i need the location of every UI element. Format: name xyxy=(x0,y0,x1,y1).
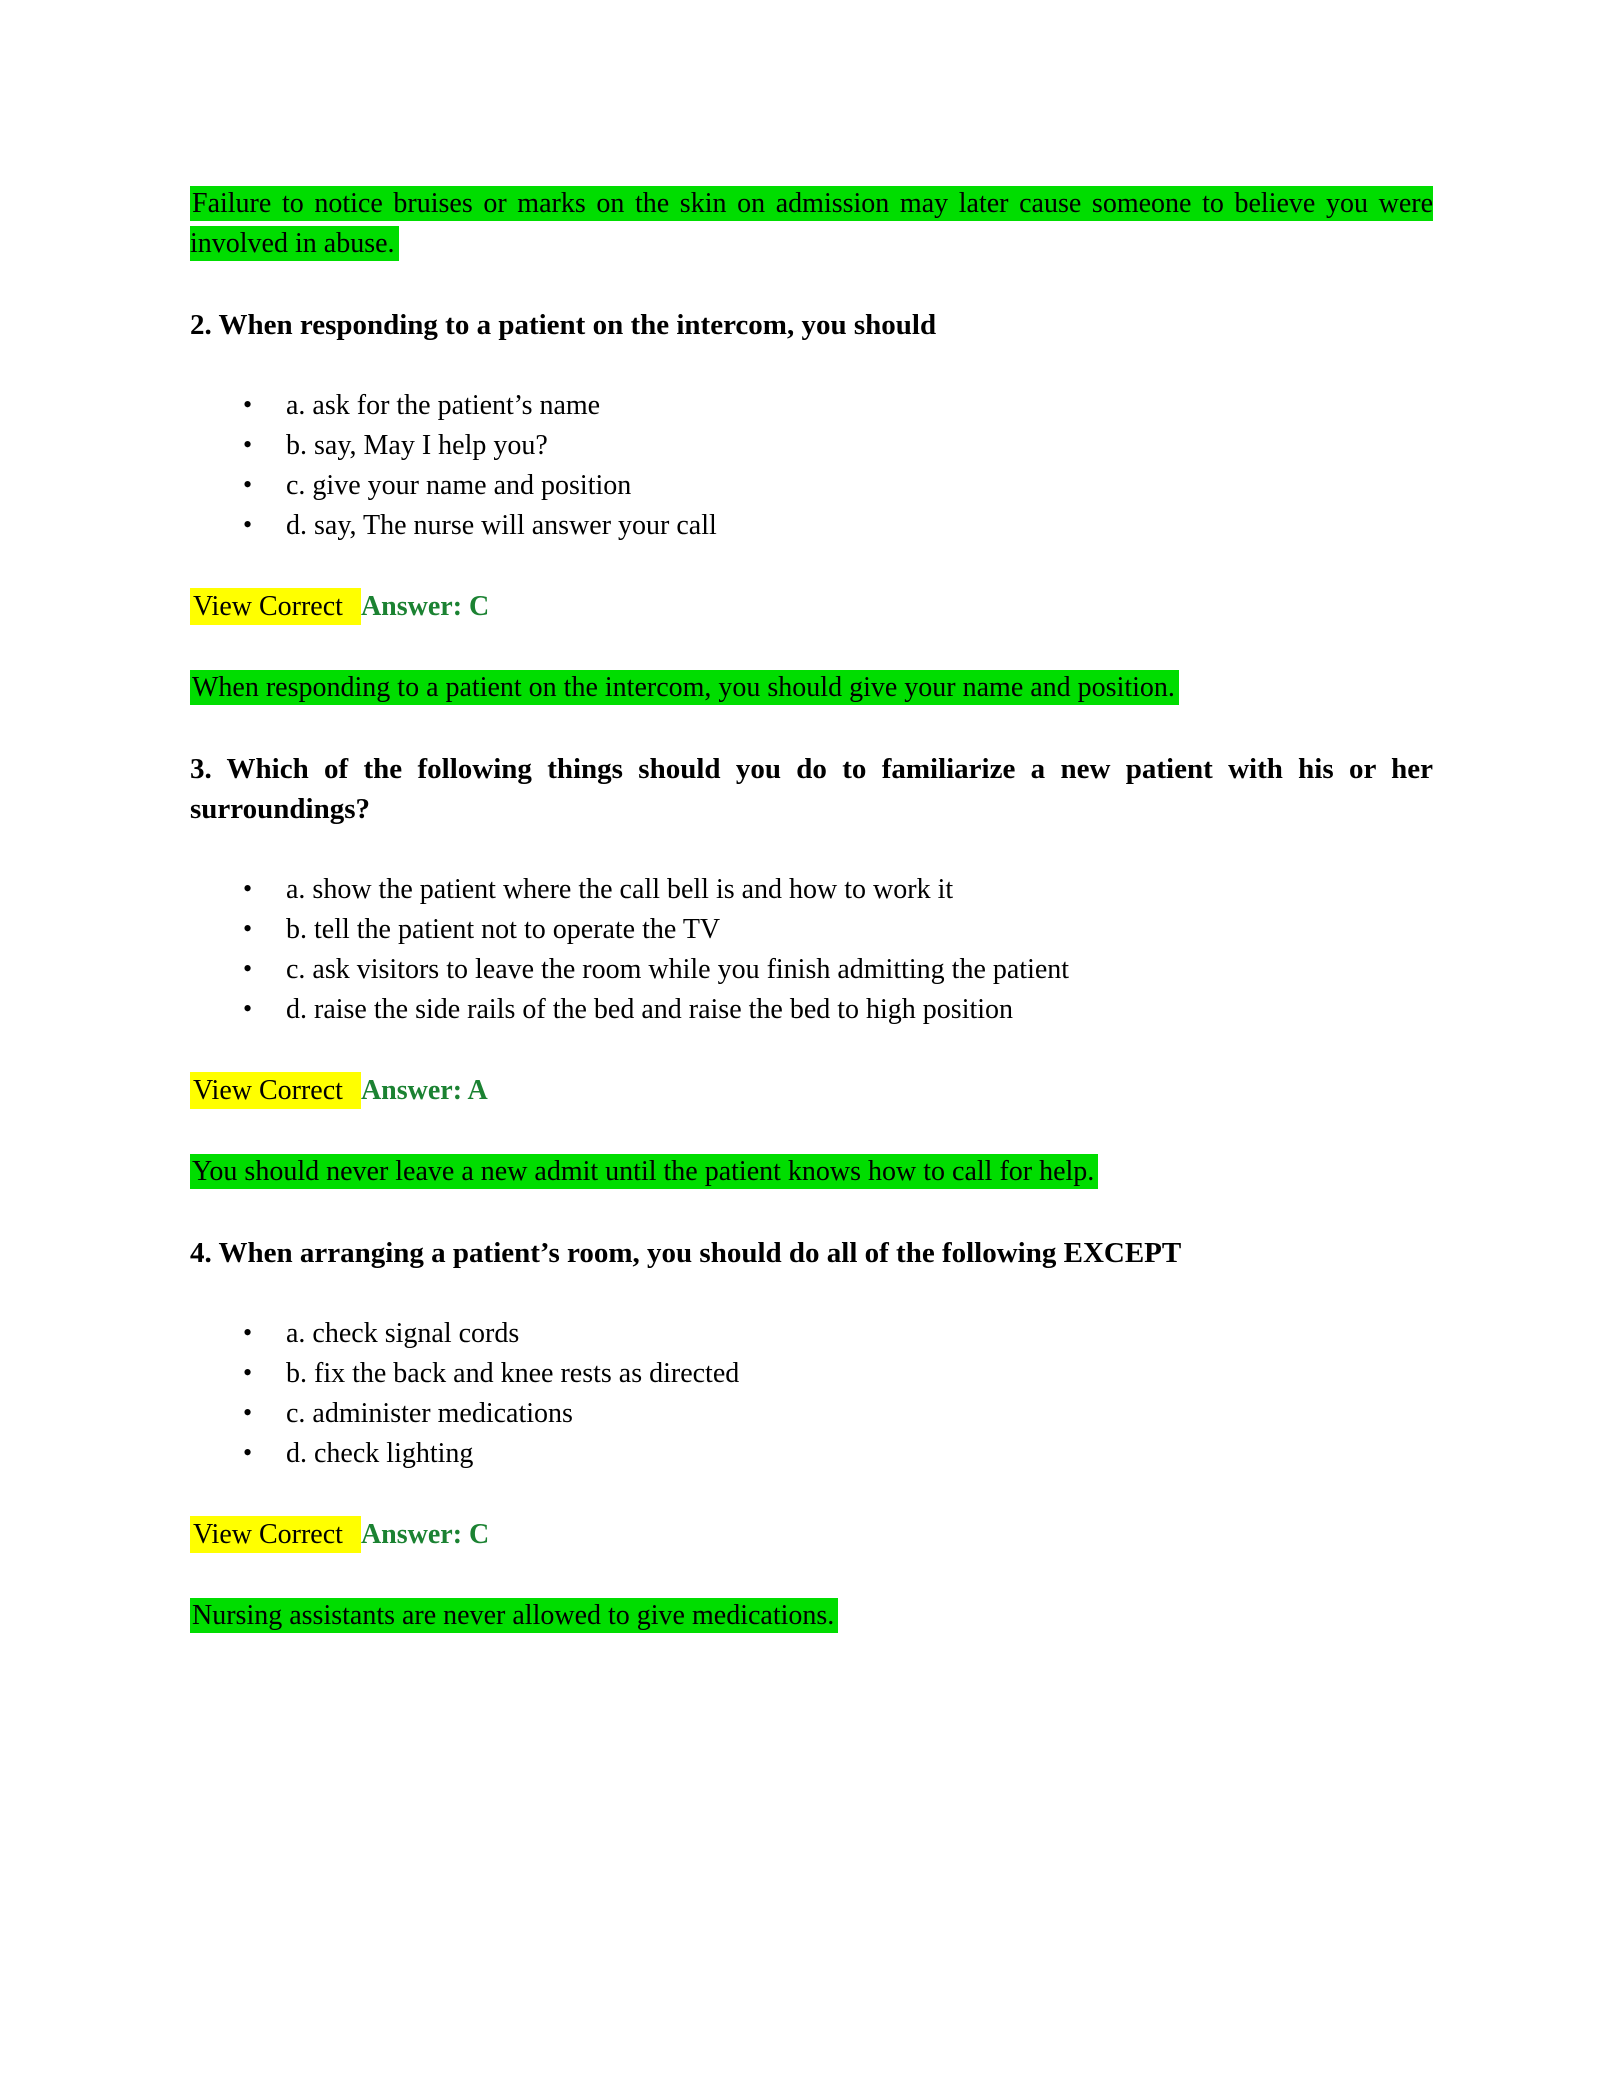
option-text: d. say, The nurse will answer your call xyxy=(286,510,717,541)
option-item xyxy=(243,1434,1433,1474)
options-list xyxy=(190,386,1433,546)
option-item xyxy=(243,1314,1433,1354)
explanation xyxy=(190,1596,1433,1636)
bullet-icon: • xyxy=(243,470,253,499)
bullet-icon: • xyxy=(243,874,253,903)
answer-label: Answer: C xyxy=(360,1519,490,1550)
bullet-icon: • xyxy=(243,1438,253,1467)
view-correct-button[interactable]: View Correct xyxy=(190,1516,361,1553)
bullet-icon: • xyxy=(243,510,253,539)
explanation-text: When responding to a patient on the intercom, you should give your name and position. xyxy=(190,670,1179,705)
explanation-text: Nursing assistants are never allowed to give medications. xyxy=(190,1598,838,1633)
view-correct-button[interactable]: View Correct xyxy=(190,588,361,625)
explanation xyxy=(190,1152,1433,1192)
option-item xyxy=(243,870,1433,910)
question-block xyxy=(190,1233,1433,1636)
bullet-icon: • xyxy=(243,430,253,459)
view-correct-line xyxy=(190,1071,1433,1111)
question-heading: 2. When responding to a patient on the intercom, you should xyxy=(190,309,937,341)
view-correct-line xyxy=(190,587,1433,627)
bullet-icon: • xyxy=(243,1358,253,1387)
explanation xyxy=(190,668,1433,708)
view-correct-button[interactable]: View Correct xyxy=(190,1072,361,1109)
question-heading: 4. When arranging a patient’s room, you should do all of the following EXCEPT xyxy=(190,1237,1182,1269)
option-text: c. administer medications xyxy=(286,1398,573,1429)
option-text: a. check signal cords xyxy=(286,1318,520,1349)
bullet-icon: • xyxy=(243,954,253,983)
option-text: a. ask for the patient’s name xyxy=(286,390,601,421)
option-text: a. show the patient where the call bell is and how to work it xyxy=(286,874,954,905)
intro-note xyxy=(190,184,1433,264)
option-item xyxy=(243,426,1433,466)
options-list xyxy=(190,1314,1433,1474)
option-text: b. say, May I help you? xyxy=(286,430,548,461)
option-item xyxy=(243,950,1433,990)
option-text: b. tell the patient not to operate the TV xyxy=(286,914,721,945)
question-heading: 3. Which of the following things should you do to familiarize a new patient with his or her surroundings? xyxy=(190,753,1433,825)
question-block xyxy=(190,305,1433,708)
explanation-text: You should never leave a new admit until the patient knows how to call for help. xyxy=(190,1154,1098,1189)
option-text: d. raise the side rails of the bed and raise the bed to high position xyxy=(286,994,1014,1025)
bullet-icon: • xyxy=(243,1398,253,1427)
option-item xyxy=(243,386,1433,426)
answer-label: Answer: C xyxy=(360,591,490,622)
option-item xyxy=(243,990,1433,1030)
option-item xyxy=(243,1354,1433,1394)
bullet-icon: • xyxy=(243,1318,253,1347)
answer-label: Answer: A xyxy=(360,1075,488,1106)
option-text: d. check lighting xyxy=(286,1438,474,1469)
option-item xyxy=(243,506,1433,546)
view-correct-line xyxy=(190,1515,1433,1555)
option-text: c. give your name and position xyxy=(286,470,632,501)
option-item xyxy=(243,466,1433,506)
option-text: b. fix the back and knee rests as directed xyxy=(286,1358,740,1389)
bullet-icon: • xyxy=(243,994,253,1023)
option-item xyxy=(243,910,1433,950)
option-text: c. ask visitors to leave the room while you finish admitting the patient xyxy=(286,954,1070,985)
option-item xyxy=(243,1394,1433,1434)
intro-note-text: Failure to notice bruises or marks on the skin on admission may later cause someone to believe you were involved in abuse. xyxy=(190,188,1433,259)
question-block xyxy=(190,749,1433,1192)
bullet-icon: • xyxy=(243,914,253,943)
options-list xyxy=(190,870,1433,1030)
bullet-icon: • xyxy=(243,390,253,419)
